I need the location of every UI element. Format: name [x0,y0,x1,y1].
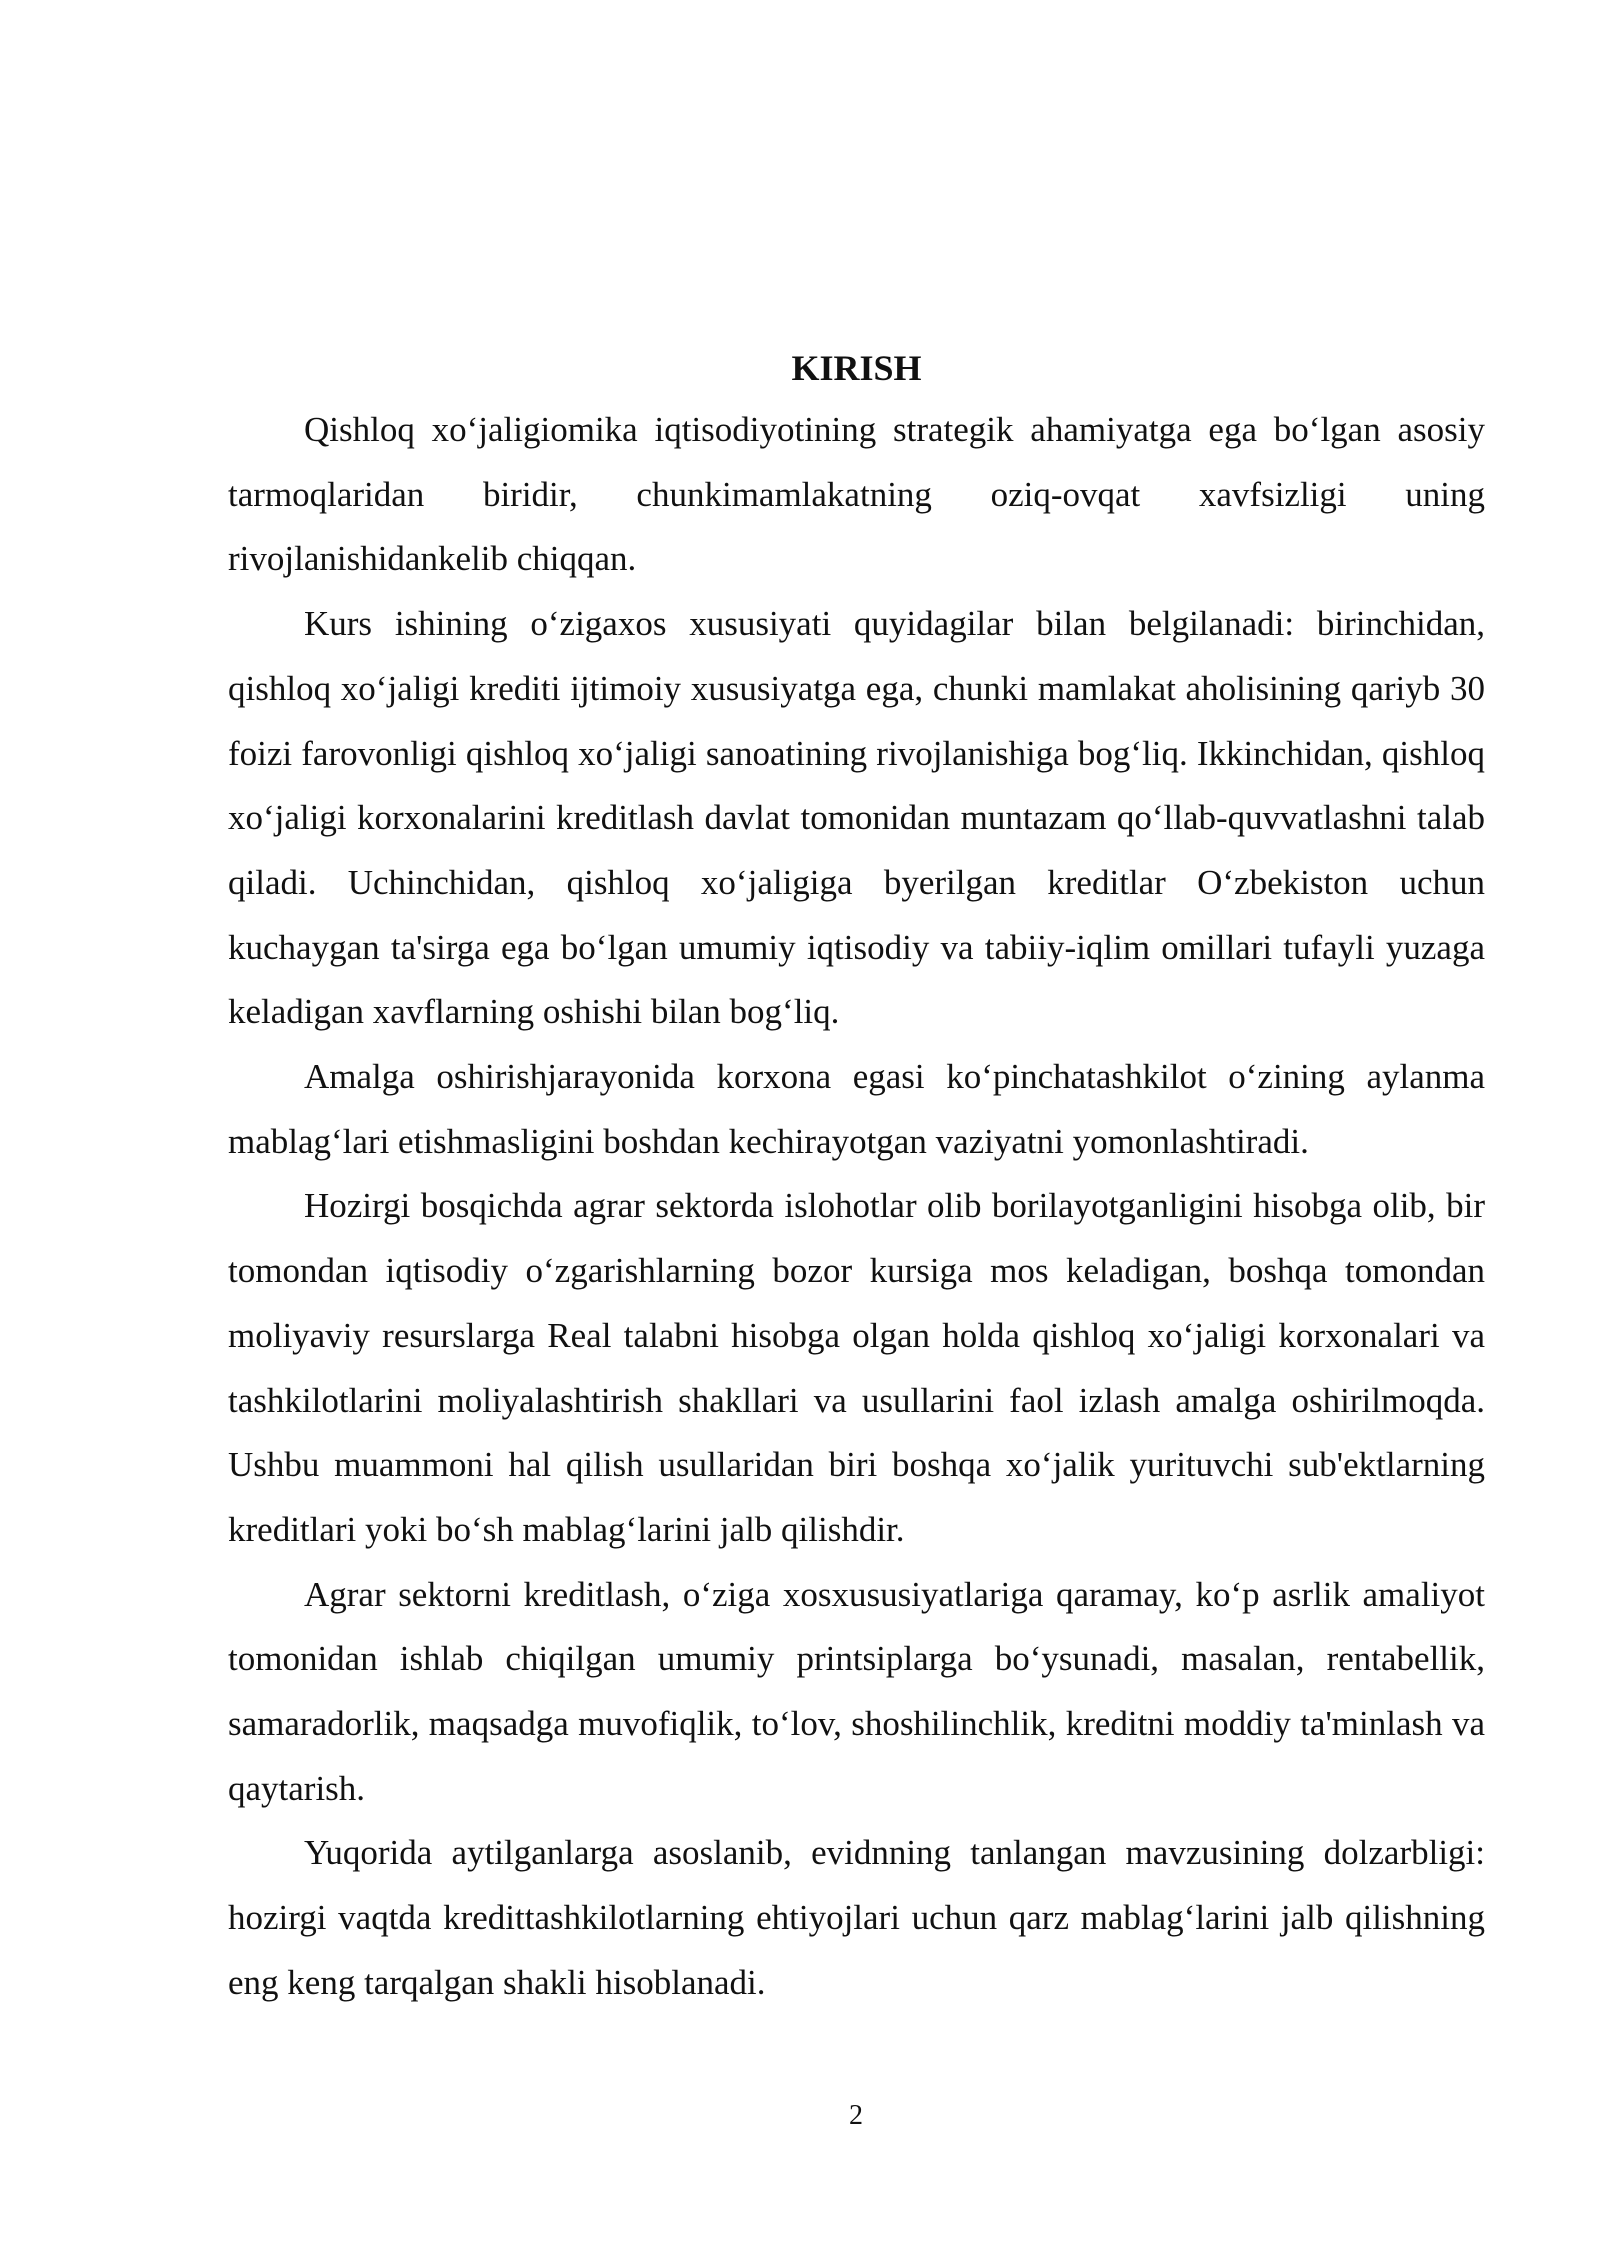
paragraph-principles: Agrar sektorni kreditlash, o‘ziga xosxususiyatlariga qaramay, ko‘p asrlik amaliyot tomonidan ishlab chiqilgan umumiy printsiplarga bo‘ysunadi, masalan, rentabellik, samaradorlik, maqsadga muvofiqlik, to‘lov, shoshilinchlik, kreditni moddiy ta'minlash va qaytarish. [228,1574,1485,1808]
paragraph-intro: Qishloq xo‘jaligiomika iqtisodiyotining strategik ahamiyatga ega bo‘lgan asosiy tarmoqlaridan biridir, chunkimamlakatning oziq-ovqat xavfsizligi uning rivojlanishidankelib chiqqan. [228,410,1485,579]
paragraph-working-capital: Amalga oshirishjarayonida korxona egasi ko‘pinchatashkilot o‘zining aylanma mablag‘lari etishmasligini boshdan kechirayotgan vaziyatni yomonlashtiradi. [228,1057,1485,1161]
page-number: 2 [849,2100,863,2131]
document-body [228,340,1485,2016]
paragraph-relevance: Yuqorida aytilganlarga asoslanib, evidnning tanlangan mavzusining dolzarbligi: hozirgi vaqtda kredittashkilotlarning ehtiyojlari uchun qarz mablag‘larini jalb qilishning eng keng tarqalgan shakli hisoblanadi. [228,1833,1485,2002]
paragraph-features: Kurs ishining o‘zigaxos xususiyati quyidagilar bilan belgilanadi: birinchidan, qishloq xo‘jaligi krediti ijtimoiy xususiyatga ega, chunki mamlakat aholisining qariyb 30 foizi farovonligi qishloq xo‘jaligi sanoatining rivojlanishiga bog‘liq. Ikkinchidan, qishloq xo‘jaligi korxonalarini kreditlash davlat tomonidan muntazam qo‘llab-quvvatlashni talab qiladi. Uchinchidan, qishloq xo‘jaligiga byerilgan kreditlar O‘zbekiston uchun kuchaygan ta'sirga ega bo‘lgan umumiy iqtisodiy va tabiiy-iqlim omillari tufayli yuzaga keladigan xavflarning oshishi bilan bog‘liq. [228,604,1485,1032]
page-title: KIRISH [791,348,922,388]
paragraph-reforms: Hozirgi bosqichda agrar sektorda islohotlar olib borilayotganligini hisobga olib, bir tomondan iqtisodiy o‘zgarishlarning bozor kursiga mos keladigan, boshqa tomondan moliyaviy resurslarga Real talabni hisobga olgan holda qishloq xo‘jaligi korxonalari va tashkilotlarini moliyalashtirish shakllari va usullarini faol izlash amalga oshirilmoqda. Ushbu muammoni hal qilish usullaridan biri boshqa xo‘jalik yurituvchi sub'ektlarning kreditlari yoki bo‘sh mablag‘larini jalb qilishdir. [228,1186,1485,1549]
